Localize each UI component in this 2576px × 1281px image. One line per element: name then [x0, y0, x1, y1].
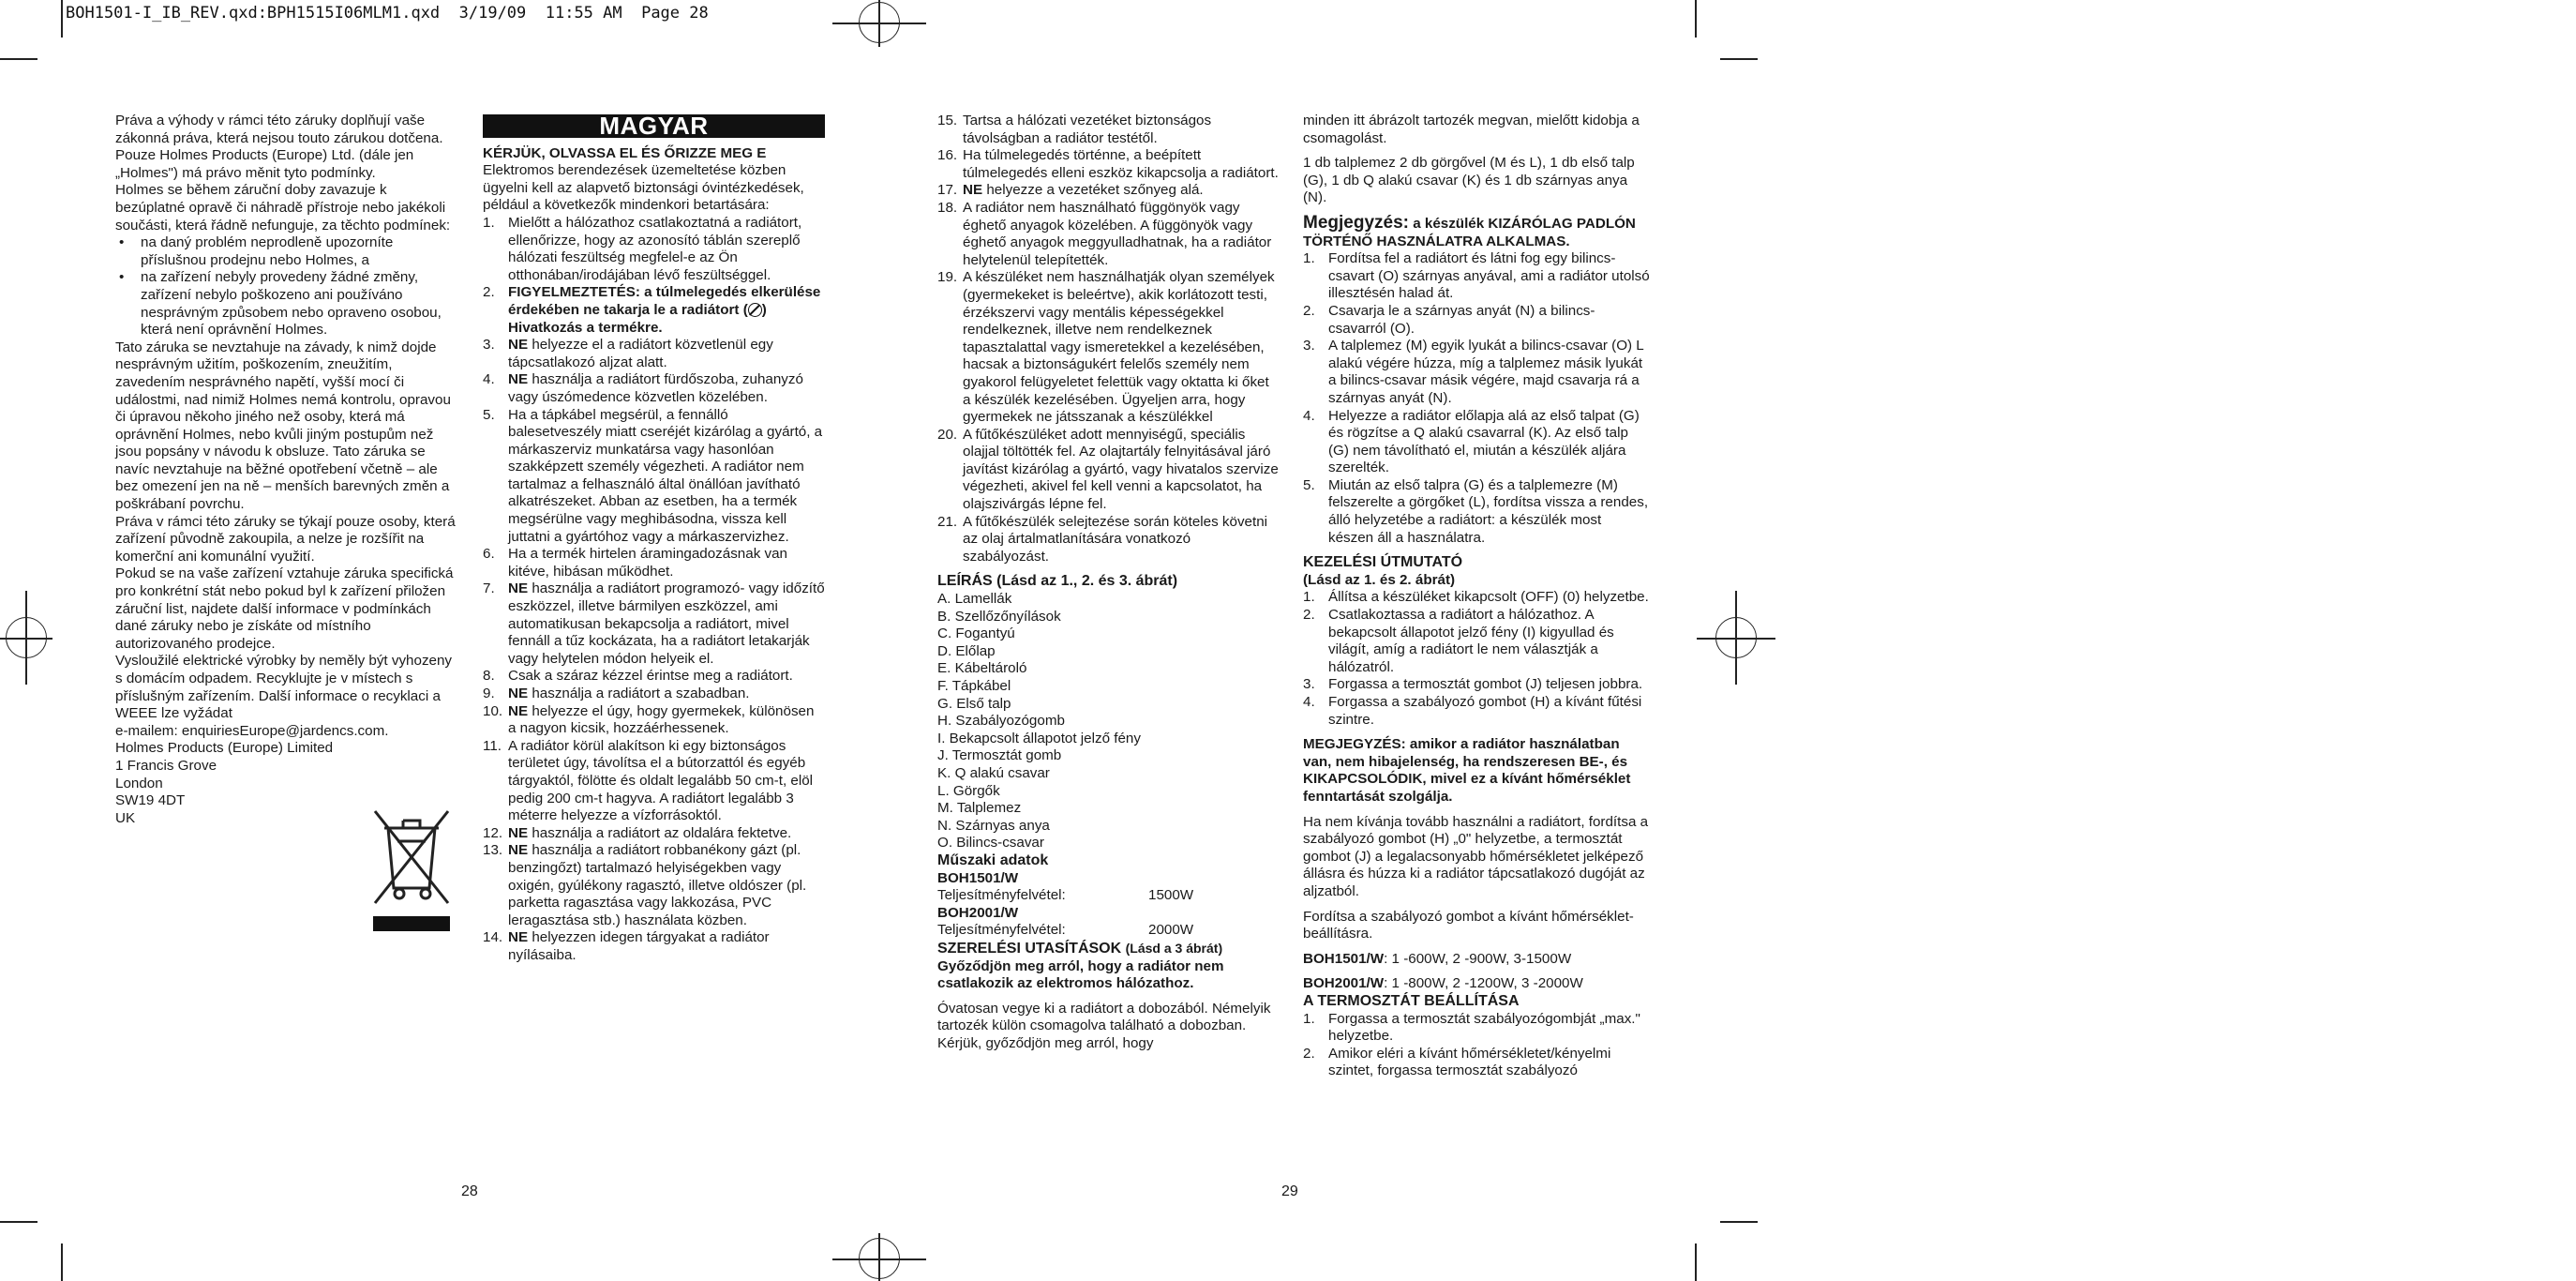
- safety-continued-column: [937, 113, 1280, 1052]
- magyar-safety-column: [483, 114, 825, 965]
- warranty-paragraph: Tato záruka se nevztahuje na závady, k nimž dojde nesprávným užitím, poškozením, zneužitím, zavedením nesprávného napětí, vyšší mocí či událostmi, nad nimiž Holmes nemá kontrolu, opravou či úpravou někoho jiného než osoby, která má oprávnění Holmes, nebo kvůli jiným postupům než jsou popsány v návodu k obsluze. Tato záruka se navíc nevztahuje na běžné opotřebení včetně – ale bez omezení jen na ně – menších barevných změn a poškrábaní povrchu.: [115, 339, 451, 513]
- list-item: 12. NE használja a radiátort az oldalára fektetve.: [483, 824, 792, 841]
- list-item: H. Szabályozógomb: [937, 713, 1065, 730]
- list-item: 2. Csavarja le a szárnyas anyát (N) a bilincs-csavarról (O).: [1303, 302, 1595, 337]
- list-item: K. Q alakú csavar: [937, 764, 1050, 781]
- list-item: J. Termosztát gomb: [937, 747, 1062, 764]
- list-item: M. Talplemez: [937, 800, 1022, 817]
- list-item: 16. Ha túlmelegedés történne, a beépített túlmelegedés elleni eszköz kikapcsolja a radiátort.: [937, 147, 1279, 181]
- list-item: 10. NE helyezze el úgy, hogy gyermekek, különösen a nagyon kicsik, hozzáérhessenek.: [483, 702, 815, 737]
- list-item: 1. Fordítsa fel a radiátort és látni fog egy bilincs-csavart (O) szárnyas anyával, ami a radiátor utolsó illesztésén halad át.: [1303, 250, 1650, 302]
- list-item: 1. Mielőtt a hálózathoz csatlakoztatná a radiátort, ellenőrizze, hogy az azonosító táblán szereplő hálózati feszültség megfelel-e az Ön otthonában/irodájában lévő feszültséggel.: [483, 214, 802, 283]
- assembly-continued: minden itt ábrázolt tartozék megvan, mielőtt kidobja a csomagolást.: [1303, 113, 1640, 146]
- registration-mark-line: [1735, 591, 1737, 685]
- list-item: 4. NE használja a radiátort fürdőszoba, zuhanyzó vagy úszómedence közvetlen közelében.: [483, 371, 803, 405]
- list-item: O. Bilincs-csavar: [937, 835, 1044, 851]
- list-item: 20. A fűtőkészüléket adott mennyiségű, speciális olajjal töltötték fel. Az olajtartály felnyitásával járó javítást kizárólag a gyártó, vagy hivatalos szervize végezheti, akivel fel kell venni a kapcsolatot, ha olajszivárgás lépne fel.: [937, 426, 1279, 513]
- power-levels: BOH2001/W: 1 -800W, 2 -1200W, 3 -2000W: [1303, 975, 1583, 992]
- list-item: 3. Forgassa a termosztát gombot (J) teljesen jobbra.: [1303, 676, 1643, 693]
- recycling-paragraph: Vysloužilé elektrické výrobky by neměly být vyhozeny s domácím odpadem. Recyklujte je v místech s příslušným zařízením. Další informace o recyklaci a WEEE lze vyžádat: [115, 653, 453, 722]
- list-item: 18. A radiátor nem használható függönyök vagy éghető anyagok közelében. A függönyök vagy éghető anyagok meggyulladhatnak, ha a radiátor helytelenül telepítették.: [937, 199, 1272, 268]
- warranty-conditions: [115, 234, 456, 339]
- list-item: 2. Amikor eléri a kívánt hőmérsékletet/kényelmi szintet, forgassa termosztát szabályozó: [1303, 1045, 1611, 1079]
- list-item: G. Első talp: [937, 695, 1011, 712]
- list-item: 13. NE használja a radiátort robbanékony gázt (pl. benzingőzt) tartalmazó helyiségekben vagy oxigén, gyúlékony ragasztó, illetve oldószer (pl. parketta ragasztása vagy lakkozása, PVC leragasztása stb.) használata közben.: [483, 842, 807, 928]
- list-item: • na daný problém neprodleně upozorníte příslušnou prodejnu nebo Holmes, a: [115, 234, 456, 269]
- safety-list: [937, 113, 1280, 565]
- safety-intro: Elektromos berendezések üzemeltetése közben ügyelni kell az alapvető biztonsági óvintézkedések, például a következők mindenkori betartására:: [483, 162, 804, 214]
- list-item: 17. NE helyezze a vezetéket szőnyeg alá.: [937, 182, 1204, 199]
- crop-mark: [0, 58, 37, 60]
- list-item: 14. NE helyezzen idegen tárgyakat a radiátor nyílásaiba.: [483, 929, 770, 963]
- page-number: 29: [1281, 1183, 1298, 1199]
- list-item: 2. Csatlakoztassa a radiátort a hálózathoz. A bekapcsolt állapotot jelző fény (I) kigyullad és világít, amíg a radiátort le nem választják a hálózatról.: [1303, 607, 1614, 675]
- address-line: UK: [115, 809, 136, 826]
- page-number: 28: [461, 1183, 478, 1199]
- list-item: 4. Forgassa a szabályozó gombot (H) a kívánt fűtési szintre.: [1303, 694, 1642, 728]
- list-item: F. Tápkábel: [937, 678, 1011, 694]
- kit-contents: 1 db talplemez 2 db görgővel (M és L), 1 db első talp (G), 1 db Q alakú csavar (K) és 1 db szárnyas anya (N).: [1303, 155, 1635, 206]
- list-item: • na zařízení nebyly provedeny žádné změny, zařízení nebylo poškozeno ani používáno nesprávným způsobem nebo opraveno osobou, která není oprávnění Holmes.: [115, 269, 456, 339]
- tech-data-heading: Műszaki adatok: [937, 851, 1049, 868]
- registration-mark-line: [878, 0, 880, 47]
- warning-item: 2. FIGYELMEZTETÉS: a túlmelegedés elkerülése érdekében ne takarja le a radiátort ( ) Hivatkozás a termékre.: [483, 284, 821, 336]
- list-item: E. Kábeltároló: [937, 660, 1027, 677]
- description-heading: LEÍRÁS (Lásd az 1., 2. és 3. ábrát): [937, 573, 1178, 590]
- warranty-paragraph: Práva v rámci této záruky se týkají pouze osoby, která zařízení původně zakoupila, a nelze je rozšířit na komerční ani komunální využití.: [115, 513, 456, 565]
- address-line: SW19 4DT: [115, 792, 186, 809]
- spec-row: Teljesítményfelvétel: 2000W: [937, 922, 1194, 939]
- safety-list: [483, 215, 825, 965]
- list-item: 19. A készüléket nem használhatják olyan személyek (gyermekeket is beleértve), akik korlátozott testi, érzékszervi vagy mentális képességekkel rendelkeznek, illetve nem rendelkeznek tapasztalattal vagy ismeretekkel a kezelésében, hacsak a biztonságukért felelős személy nem gyakorol felügyeletet felettük vagy oktatta ki őket a készülék kezelésében. Ügyeljen arra, hogy gyermekek ne játsszanak a készülékkel: [937, 269, 1275, 426]
- registration-mark-line: [878, 1233, 880, 1281]
- list-item: L. Görgők: [937, 782, 1000, 799]
- list-item: 11. A radiátor körül alakítson ki egy biztonságos területet úgy, távolítsa el a bútorzattól és egyéb tárgyaktól, fölötte és oldalt legalább 50 cm-t, elöl pedig 200 cm-t hagyva. A radiátort legalább 3 méterre helyezze a vízforrásoktól.: [483, 737, 814, 824]
- address-line: 1 Francis Grove: [115, 757, 217, 774]
- assembly-steps: [1303, 250, 1650, 547]
- do-not-cover-icon: [748, 303, 762, 317]
- address-line: Holmes Products (Europe) Limited: [115, 740, 334, 757]
- operation-steps: [1303, 589, 1650, 729]
- language-heading: MAGYAR: [483, 114, 825, 138]
- operation-subheading: (Lásd az 1. és 2. ábrát): [1303, 571, 1456, 588]
- list-item: C. Fogantyú: [937, 625, 1015, 642]
- address-line: London: [115, 775, 163, 791]
- cycling-note: MEGJEGYZÉS: amikor a radiátor használatban van, nem hibajelenség, ha rendszeresen BE-, és KIKAPCSOLÓDIK, mivel ez a kívánt hőmérséklet fenntartását szolgálja.: [1303, 736, 1631, 805]
- weee-crossed-bin-icon: [367, 802, 456, 933]
- crop-mark: [1720, 1221, 1758, 1223]
- list-item: B. Szellőzőnyílások: [937, 608, 1061, 625]
- list-item: N. Szárnyas anya: [937, 817, 1050, 834]
- warranty-paragraph: Pokud se na vaše zařízení vztahuje záruka specifická pro konkrétní stát nebo pokud byl k zařízení přiložen záruční list, najdete další informace v podmínkách dané záruky nebo je získáte od místního autorizovaného prodejce.: [115, 565, 454, 652]
- spec-row: Teljesítményfelvétel: 1500W: [937, 887, 1194, 904]
- assembly-warning: Győződjön meg arról, hogy a radiátor nem csatlakozik az elektromos hálózathoz.: [937, 957, 1224, 992]
- list-item: 8. Csak a száraz kézzel érintse meg a radiátort.: [483, 668, 793, 685]
- parts-list: [937, 591, 1280, 852]
- slug-line: BOH1501-I_IB_REV.qxd:BPH1515I06MLM1.qxd 3/19/09 11:55 AM Page 28: [66, 4, 709, 23]
- operation-heading: KEZELÉSI ÚTMUTATÓ: [1303, 554, 1463, 571]
- model-name: BOH2001/W: [937, 904, 1019, 921]
- read-instructions-heading: KÉRJÜK, OLVASSA EL ÉS ŐRIZZE MEG E: [483, 144, 767, 161]
- thermostat-heading: A TERMOSZTÁT BEÁLLÍTÁSA: [1303, 992, 1520, 1009]
- list-item: I. Bekapcsolt állapotot jelző fény: [937, 730, 1141, 746]
- assembly-operation-column: [1303, 113, 1650, 1080]
- warranty-paragraph: Holmes se během záruční doby zavazuje k bezúplatné opravě či náhradě přístroje nebo jakékoli součásti, která řádně nefunguje, za těchto podmínek:: [115, 182, 451, 234]
- crop-mark: [1720, 58, 1758, 60]
- thermostat-steps: [1303, 1011, 1650, 1080]
- power-levels: BOH1501/W: 1 -600W, 2 -900W, 3-1500W: [1303, 950, 1572, 967]
- setting-paragraph: Fordítsa a szabályozó gombot a kívánt hőmérséklet-beállításra.: [1303, 908, 1634, 942]
- crop-mark: [61, 1243, 63, 1281]
- crop-mark: [0, 1221, 37, 1223]
- assembly-text: Óvatosan vegye ki a radiátort a dobozából. Némelyik tartozék külön csomagolva található a dobozban. Kérjük, győződjön meg arról, hogy: [937, 1000, 1271, 1051]
- assembly-heading: SZERELÉSI UTASÍTÁSOK (Lásd a 3 ábrát): [937, 940, 1223, 957]
- list-item: A. Lamellák: [937, 591, 1012, 608]
- warranty-intro: Práva a výhody v rámci této záruky doplňují vaše zákonná práva, která nejsou touto zárukou dotčena. Pouze Holmes Products (Europe) Ltd. (dále jen „Holmes") má právo měnit tyto podmínky.: [115, 113, 443, 181]
- list-item: 15. Tartsa a hálózati vezetéket biztonságos távolságban a radiátor testétől.: [937, 113, 1212, 146]
- contact-email: e-mailem: enquiriesEurope@jardencs.com.: [115, 722, 389, 739]
- list-item: D. Előlap: [937, 642, 996, 659]
- list-item: 4. Helyezze a radiátor előlapja alá az első talpat (G) és rögzítse a Q alakú csavarral (K). Az első talp (G) nem távolítható el, miután a készülék aljára szerelték.: [1303, 407, 1640, 476]
- registration-mark-line: [25, 591, 27, 685]
- list-item: 3. NE helyezze el a radiátort közvetlenül egy tápcsatlakozó aljzat alatt.: [483, 337, 773, 370]
- floor-use-note: Megjegyzés: a készülék KIZÁRÓLAG PADLÓN TÖRTÉNŐ HASZNÁLATRA ALKALMAS.: [1303, 212, 1636, 249]
- list-item: 5. Miután az első talpra (G) és a talplemezre (M) felszerelte a görgőket (L), fordítsa vissza a rendes, álló helyzetébe a radiátort: a készülék most készen áll a használatra.: [1303, 476, 1649, 546]
- crop-mark: [1695, 1243, 1697, 1281]
- switch-off-paragraph: Ha nem kívánja tovább használni a radiátort, fordítsa a szabályozó gombot (H) „0" helyzetbe, a termosztát gombot (J) a legalacsonyabb hőmérsékletet jelképező állásra és húzza ki a radiátor tápcsatlakozó dugóját az aljzatból.: [1303, 813, 1649, 899]
- crop-mark: [61, 0, 63, 38]
- list-item: 7. NE használja a radiátort programozó- vagy időzítő eszközzel, illetve bármilyen eszközzel, ami automatikusan bekapcsolja a radiátort, mivel fennáll a tűz kockázata, ha a radiátort letakarják vagy helytelen módon helyeik el.: [483, 580, 825, 667]
- crop-mark: [1695, 0, 1697, 38]
- list-item: 1. Állítsa a készüléket kikapcsolt (OFF) (0) helyzetbe.: [1303, 589, 1649, 606]
- model-name: BOH1501/W: [937, 869, 1019, 886]
- list-item: 5. Ha a tápkábel megsérül, a fennálló balesetveszély miatt cseréjét kizárólag a gyártó, a márkaszerviz munkatársa vagy hasonlóan szakképzett személy végezheti. A radiátor nem tartalmaz a felhasználó által önállóan javítható alkatrészeket. Abban az esetben, ha a termék megsérülne vagy meghibásodna, vissza kell juttatni a gyártóhoz vagy a márkaszervizhez.: [483, 406, 823, 545]
- list-item: 9. NE használja a radiátort a szabadban.: [483, 686, 750, 701]
- czech-warranty-column: [115, 113, 456, 827]
- list-item: 1. Forgassa a termosztát szabályozógombját „max." helyzetbe.: [1303, 1010, 1640, 1045]
- list-item: 3. A talplemez (M) egyik lyukát a bilincs-csavar (O) L alakú végére húzza, míg a talplemez másik lyukát a bilincs-csavar másik végére, majd csavarja rá a szárnyas anyát (N).: [1303, 338, 1644, 406]
- list-item: 21. A fűtőkészülék selejtezése során köteles követni az olaj ártalmatlanítására vonatkozó szabályozást.: [937, 513, 1268, 565]
- list-item: 6. Ha a termék hirtelen áramingadozásnak van kitéve, hibásan működhet.: [483, 546, 788, 580]
